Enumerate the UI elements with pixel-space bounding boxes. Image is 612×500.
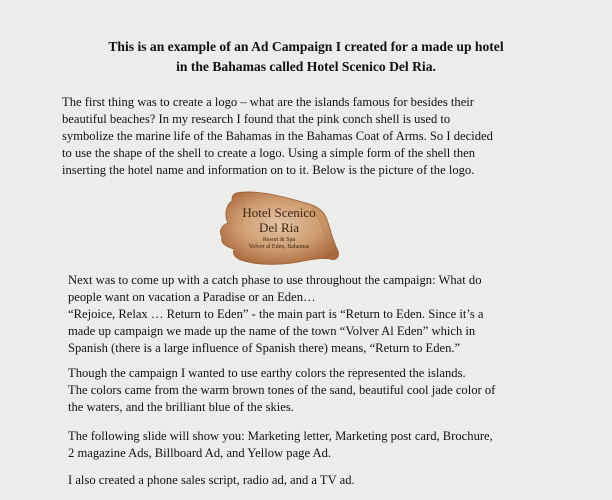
text-line: The colors came from the warm brown tones of the sand, beautiful cool jade color of [68, 383, 496, 397]
logo-tagline: Resort & Spa [262, 237, 296, 243]
text-line: beautiful beaches? In my research I found that the pink conch shell is used to [62, 112, 451, 126]
text-line: Next was to come up with a catch phase to use throughout the campaign: What do [68, 273, 482, 287]
paragraph-colors [68, 365, 608, 416]
title-line: in the Bahamas called Hotel Scenico Del Ria. [176, 59, 436, 74]
paragraph-additional [68, 472, 598, 489]
paragraph-catch-phrase [68, 272, 598, 357]
page-title [40, 37, 572, 77]
text-line: the waters, and the brilliant blue of the skies. [68, 400, 294, 414]
paragraph-following-slide [68, 428, 608, 462]
text-line: Spanish (there is a large influence of Spanish there) means, “Return to Eden.” [68, 341, 461, 355]
text-line: to use the shape of the shell to create a logo. Using a simple form of the shell then [62, 146, 476, 160]
paragraph-logo-intro [62, 94, 562, 179]
text-line: Though the campaign I wanted to use earthy colors the represented the islands. [68, 366, 466, 380]
text-line: people want on vacation a Paradise or an Eden… [68, 290, 316, 304]
title-line: This is an example of an Ad Campaign I created for a made up hotel [108, 39, 504, 54]
text-line: symbolize the marine life of the Bahamas in the Bahamas Coat of Arms. So I decided [62, 129, 493, 143]
logo-name-line: Del Ria [258, 220, 300, 235]
hotel-logo [214, 187, 344, 267]
text-line: The first thing was to create a logo – what are the islands famous for besides their [62, 95, 474, 109]
text-line: 2 magazine Ads, Billboard Ad, and Yellow page Ad. [68, 446, 332, 460]
logo-name-line: Hotel Scenico [242, 205, 316, 220]
text-line: “Rejoice, Relax … Return to Eden” - the main part is “Return to Eden. Since it’s a [68, 307, 484, 321]
text-line: inserting the hotel name and information on to it. Below is the picture of the logo. [62, 163, 475, 177]
text-line: The following slide will show you: Marketing letter, Marketing post card, Brochure, [68, 429, 493, 443]
logo-location: Volver al Eden, Bahamas [248, 244, 310, 250]
text-line: made up campaign we made up the name of the town “Volver Al Eden” which in [68, 324, 476, 338]
text-line: I also created a phone sales script, radio ad, and a TV ad. [68, 473, 355, 487]
